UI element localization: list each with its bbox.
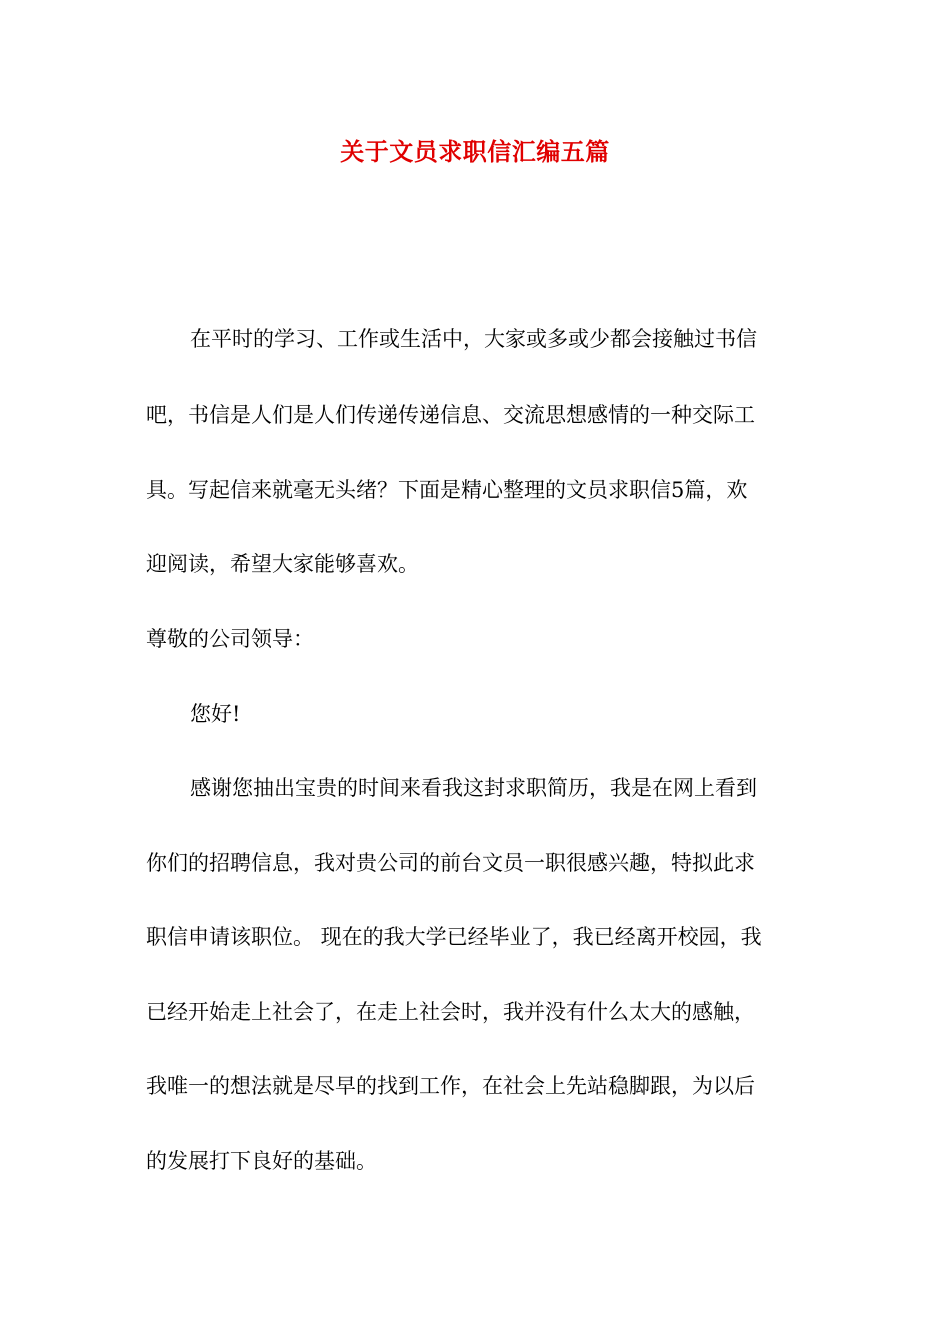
body-line: 我唯一的想法就是尽早的找到工作，在社会上先站稳脚跟，为以后 (146, 1074, 755, 1098)
body-line: 在平时的学习、工作或生活中，大家或多或少都会接触过书信 (190, 327, 757, 351)
greeting-line: 您好! (190, 702, 241, 726)
body-line: 感谢您抽出宝贵的时间来看我这封求职简历，我是在网上看到 (190, 776, 757, 800)
body-line: 具。写起信来就毫无头绪？下面是精心整理的文员求职信5篇，欢 (146, 478, 748, 502)
body-line: 吧，书信是人们是人们传递传递信息、交流思想感情的一种交际工 (146, 403, 755, 427)
page-title: 关于文员求职信汇编五篇 (340, 137, 610, 166)
salutation-line: 尊敬的公司领导： (146, 627, 314, 651)
body-line: 的发展打下良好的基础。 (146, 1149, 377, 1173)
body-line: 迎阅读，希望大家能够喜欢。 (146, 552, 419, 576)
body-line: 已经开始走上社会了，在走上社会时，我并没有什么太大的感触， (146, 1000, 755, 1024)
body-line: 你们的招聘信息，我对贵公司的前台文员一职很感兴趣，特拟此求 (146, 851, 755, 875)
body-line: 职信申请该职位。 现在的我大学已经毕业了，我已经离开校园，我 (146, 925, 762, 949)
